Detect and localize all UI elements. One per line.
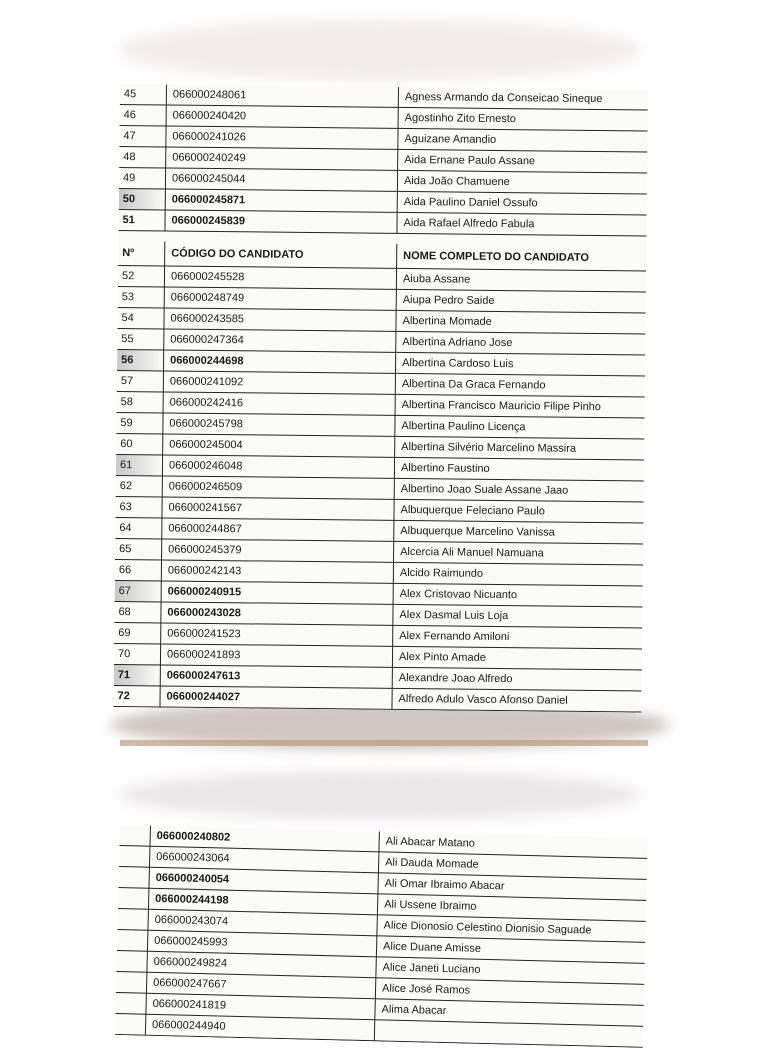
row-number bbox=[118, 887, 149, 909]
row-number bbox=[117, 929, 148, 951]
candidate-name: Alex Dasmal Luis Loja bbox=[393, 604, 643, 628]
row-number: 52 bbox=[118, 265, 165, 286]
candidate-code: 066000242143 bbox=[161, 560, 393, 583]
paper-edge bbox=[120, 740, 648, 746]
candidate-name: Aguizane Amandio bbox=[398, 128, 648, 152]
row-number: 60 bbox=[116, 433, 163, 454]
candidate-name: Alex Pinto Amade bbox=[392, 646, 642, 670]
candidate-name: Albertino Faustino bbox=[394, 457, 644, 481]
candidate-code: 066000242416 bbox=[163, 392, 395, 415]
candidate-code: 066000246048 bbox=[162, 455, 394, 478]
row-number: 54 bbox=[117, 307, 164, 328]
candidate-name: Alex Fernando Amiloni bbox=[393, 625, 643, 649]
candidate-name: Alice Dionosio Celestino Dionisio Saguade bbox=[377, 915, 646, 943]
candidate-name: Albertino Joao Suale Assane Jaao bbox=[394, 478, 644, 502]
row-number: 66 bbox=[115, 559, 162, 580]
candidate-code: 066000241819 bbox=[146, 993, 375, 1020]
candidate-code: 066000244867 bbox=[162, 518, 394, 541]
row-number: 51 bbox=[118, 209, 165, 230]
candidate-code: 066000243585 bbox=[164, 308, 396, 331]
candidate-code: 066000248749 bbox=[164, 287, 396, 310]
candidate-name: Aida Rafael Alfredo Fabula bbox=[397, 212, 647, 236]
row-number: 65 bbox=[115, 538, 162, 559]
row-number: 63 bbox=[115, 496, 162, 517]
candidate-name: Alima Abacar bbox=[375, 999, 644, 1027]
paper-smudge-top bbox=[120, 20, 640, 80]
candidate-code: 066000240802 bbox=[150, 826, 379, 852]
row-number: 68 bbox=[114, 601, 161, 622]
candidate-code: 066000249824 bbox=[147, 951, 376, 978]
row-number: 70 bbox=[114, 643, 161, 664]
candidate-name: Aida João Chamuene bbox=[397, 170, 647, 194]
candidate-code: 066000243064 bbox=[149, 846, 378, 873]
paper-smudge-middle bbox=[120, 770, 640, 820]
candidate-list-sheet-lower bbox=[115, 825, 648, 1048]
candidate-code: 066000243028 bbox=[161, 602, 393, 625]
candidate-code: 066000245993 bbox=[147, 930, 376, 957]
candidate-name: Alcido Raimundo bbox=[393, 562, 643, 586]
candidate-code: 066000243074 bbox=[148, 909, 377, 936]
row-number bbox=[115, 1013, 146, 1035]
row-number bbox=[119, 845, 150, 867]
candidate-name: Agostinho Zito Ernesto bbox=[398, 107, 648, 131]
candidate-name: Ali Omar Ibraimo Abacar bbox=[378, 873, 647, 901]
row-number: 50 bbox=[119, 188, 166, 209]
row-number: 57 bbox=[117, 370, 164, 391]
row-number: 58 bbox=[117, 391, 164, 412]
candidate-code: 066000241567 bbox=[162, 497, 394, 520]
candidate-name: Aida Paulino Daniel Ossufo bbox=[397, 191, 647, 215]
candidate-name: Albuquerque Marcelino Vanissa bbox=[394, 520, 644, 544]
candidate-code: 066000247613 bbox=[160, 665, 392, 688]
candidate-name: Albuquerque Feleciano Paulo bbox=[394, 499, 644, 523]
candidate-table-main bbox=[113, 241, 646, 713]
candidate-name: Albertina Cardoso Luis bbox=[395, 352, 645, 376]
candidate-code: 066000245839 bbox=[165, 210, 397, 233]
candidate-name: Alcercia Ali Manuel Namuana bbox=[394, 541, 644, 565]
candidate-code: 066000245004 bbox=[163, 434, 395, 457]
candidate-name: Alfredo Adulo Vasco Afonso Daniel bbox=[392, 688, 642, 712]
candidate-name: Alice Duane Amisse bbox=[376, 936, 645, 964]
candidate-name: Ali Ussene Ibraimo bbox=[377, 894, 646, 922]
row-number: 64 bbox=[115, 517, 162, 538]
row-number: 59 bbox=[116, 412, 163, 433]
candidate-code: 066000245871 bbox=[165, 189, 397, 212]
row-number: 62 bbox=[116, 475, 163, 496]
candidate-name: Aiupa Pedro Saide bbox=[396, 289, 646, 313]
row-number: 72 bbox=[113, 685, 160, 706]
row-number bbox=[115, 992, 146, 1014]
candidate-name: Albertina Momade bbox=[396, 310, 646, 334]
candidate-code: 066000241092 bbox=[163, 371, 395, 394]
candidate-code: 066000248061 bbox=[166, 84, 398, 107]
candidate-name: Ali Abacar Matano bbox=[379, 831, 648, 858]
candidate-code: 066000247667 bbox=[146, 972, 375, 999]
candidate-name: Albertina Paulino Licença bbox=[395, 415, 645, 439]
candidate-name: Alexandre Joao Alfredo bbox=[392, 667, 642, 691]
column-header-number: Nº bbox=[118, 241, 165, 266]
column-header-code: CÓDIGO DO CANDIDATO bbox=[165, 241, 397, 268]
candidate-name: Albertina Da Graca Fernando bbox=[395, 373, 645, 397]
candidate-code: 066000244940 bbox=[145, 1014, 374, 1041]
candidate-code: 066000240915 bbox=[161, 581, 393, 604]
row-number: 67 bbox=[115, 580, 162, 601]
row-number: 47 bbox=[119, 125, 166, 146]
column-header-name: NOME COMPLETO DO CANDIDATO bbox=[397, 244, 647, 271]
candidate-name: Alice Janeti Luciano bbox=[376, 957, 645, 985]
candidate-list-sheet-upper bbox=[113, 84, 647, 712]
candidate-name: Ali Dauda Momade bbox=[378, 852, 647, 880]
candidate-code: 066000241523 bbox=[161, 623, 393, 646]
candidate-code: 066000240420 bbox=[166, 105, 398, 128]
row-number: 49 bbox=[119, 167, 166, 188]
candidate-code: 066000241893 bbox=[160, 644, 392, 667]
candidate-name: Aida Ernane Paulo Assane bbox=[398, 149, 648, 173]
row-number bbox=[117, 908, 148, 930]
candidate-table-bottom bbox=[115, 825, 648, 1048]
row-number bbox=[116, 950, 147, 972]
row-number: 48 bbox=[119, 146, 166, 167]
candidate-code: 066000245044 bbox=[165, 168, 397, 191]
candidate-code: 066000244198 bbox=[148, 888, 377, 915]
candidate-code: 066000245379 bbox=[162, 539, 394, 562]
row-number: 71 bbox=[114, 664, 161, 685]
candidate-code: 066000247364 bbox=[164, 329, 396, 352]
candidate-code: 066000244027 bbox=[160, 686, 392, 709]
row-number: 46 bbox=[120, 104, 167, 125]
candidate-code: 066000240249 bbox=[166, 147, 398, 170]
candidate-code: 066000240054 bbox=[149, 867, 378, 894]
candidate-name: Albertina Silvério Marcelino Massira bbox=[395, 436, 645, 460]
row-number bbox=[118, 866, 149, 888]
row-number: 45 bbox=[120, 84, 167, 105]
row-number bbox=[116, 971, 147, 993]
row-number: 56 bbox=[117, 349, 164, 370]
row-number: 69 bbox=[114, 622, 161, 643]
candidate-name: Agness Armando da Conseicao Sineque bbox=[398, 87, 648, 110]
candidate-name: Aiuba Assane bbox=[396, 268, 646, 292]
row-number: 55 bbox=[117, 328, 164, 349]
row-number: 53 bbox=[118, 286, 165, 307]
candidate-code: 066000245798 bbox=[163, 413, 395, 436]
candidate-name: Albertina Adriano Jose bbox=[396, 331, 646, 355]
candidate-code: 066000244698 bbox=[163, 350, 395, 373]
candidate-table-top bbox=[118, 84, 648, 237]
row-number: 61 bbox=[116, 454, 163, 475]
candidate-name: Alex Cristovao Nicuanto bbox=[393, 583, 643, 607]
candidate-code: 066000245528 bbox=[164, 266, 396, 289]
row-number bbox=[119, 825, 150, 846]
candidate-code: 066000241026 bbox=[166, 126, 398, 149]
candidate-name: Alice José Ramos bbox=[375, 978, 644, 1006]
candidate-code: 066000246509 bbox=[162, 476, 394, 499]
candidate-name: Albertina Francisco Mauricio Filipe Pinho bbox=[395, 394, 645, 418]
